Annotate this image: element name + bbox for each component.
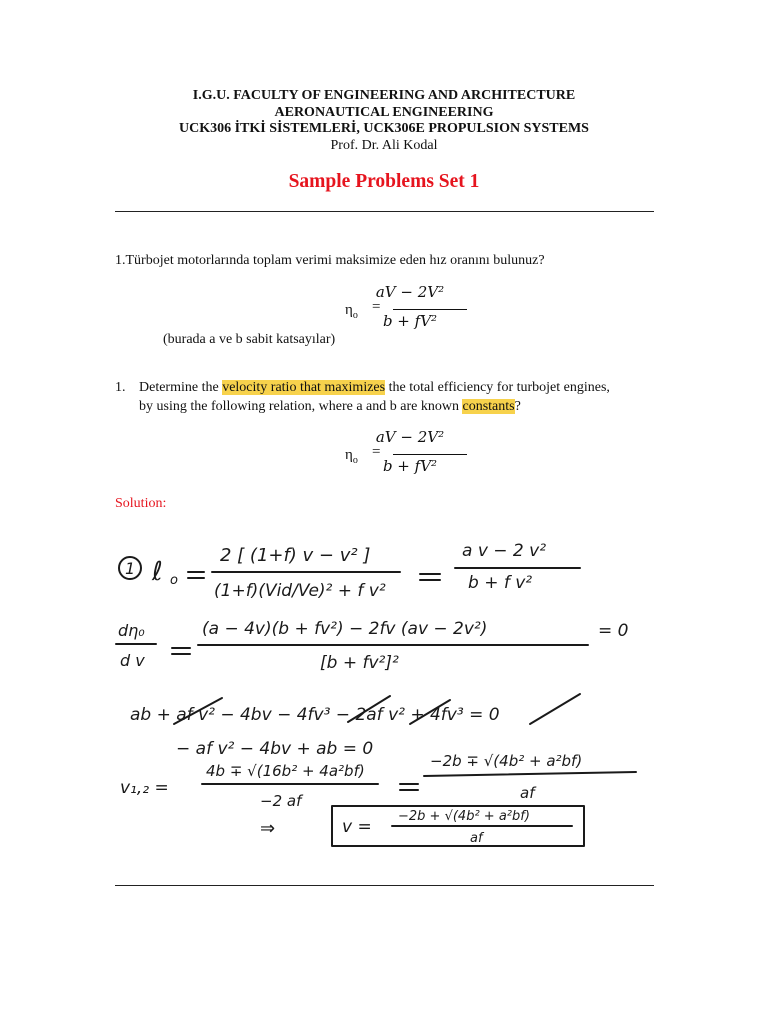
problem-en-fraction-bar [393,454,467,455]
bottom-divider [115,885,654,886]
svg-text:⇒: ⇒ [260,818,276,839]
problem-tr-fraction-bar [393,309,467,310]
svg-text:4b ∓ √(16b² + 4a²bf): 4b ∓ √(16b² + 4a²bf) [206,762,365,780]
problem-tr-denominator: b + fV² [382,312,438,330]
problem-en-equals: = [372,444,381,460]
highlight-constants: constants [462,399,515,414]
instructor-name: Prof. Dr. Ali Kodal [330,137,438,153]
svg-text:a v − 2 v²: a v − 2 v² [462,541,547,561]
top-divider [115,211,654,212]
document-header [0,88,768,154]
svg-text:af: af [520,784,535,802]
svg-text:o: o [170,573,178,588]
problem-en-line2: by using the following relation, where a and b are known constants? [139,399,521,414]
highlight-velocity-ratio: velocity ratio that maximizes [222,380,386,395]
svg-text:−2b + √(4b² + a²bf): −2b + √(4b² + a²bf) [398,809,530,824]
problem-en-numerator: aV − 2V² [375,428,445,446]
svg-text:1: 1 [125,559,136,578]
solution-label: Solution: [115,496,167,511]
problem-en-denominator: b + fV² [382,457,438,475]
svg-text:d v: d v [120,651,145,670]
problem-en-number: 1. [115,380,126,395]
problem-tr-note: (burada a ve b sabit katsayılar) [163,332,336,347]
svg-text:= 0: = 0 [598,621,629,641]
problem-tr-question: 1.Türbojet motorlarında toplam verimi maksimize eden hız oranını bulunuz? [115,253,545,268]
svg-text:af: af [470,831,483,846]
svg-text:ℓ: ℓ [152,557,163,587]
department-name: AERONAUTICAL ENGINEERING [274,104,494,120]
svg-text:−2b ∓ √(4b² + a²bf): −2b ∓ √(4b² + a²bf) [430,752,583,770]
svg-text:v₁,₂ =: v₁,₂ = [120,778,169,798]
svg-text:(a − 4v)(b + fv²) − 2fv (av −: (a − 4v)(b + fv²) − 2fv (av − 2v²) [202,619,488,639]
handwritten-solution-image [110,528,650,848]
svg-text:ab + af v² − 4bv − 4fv³ − 2af: ab + af v² − 4bv − 4fv³ − 2af v² + 4fv³ = 0 [130,705,500,725]
svg-text:− af v² − 4bv + ab = 0: − af v² − 4bv + ab = 0 [176,739,374,759]
problem-en-line1: Determine the velocity ratio that maximizes the total efficiency for turbojet engines, [139,380,610,395]
svg-text:−2 af: −2 af [260,792,302,810]
svg-text:2 [ (1+f) v − v² ]: 2 [ (1+f) v − v² ] [220,545,371,566]
svg-text:(1+f)(Vid/Ve)² + f v²: (1+f)(Vid/Ve)² + f v² [214,581,386,601]
problem-tr-eta: $\eta_o$ [345,302,358,321]
svg-text:[b + fv²]²: [b + fv²]² [320,653,399,673]
svg-text:v =: v = [342,817,372,837]
svg-text:b + f v²: b + f v² [468,573,533,593]
svg-text:dη₀: dη₀ [118,621,145,640]
faculty-name: I.G.U. FACULTY OF ENGINEERING AND ARCHITECTURE [192,88,576,103]
problem-tr-numerator: aV − 2V² [375,283,445,301]
course-name: UCK306 İTKİ SİSTEMLERİ, UCK306E PROPULSION SYSTEMS [179,121,589,136]
page-title: Sample Problems Set 1 [288,171,480,192]
problem-tr-equals: = [372,299,381,315]
problem-en-eta: $\eta_o$ [345,447,358,466]
